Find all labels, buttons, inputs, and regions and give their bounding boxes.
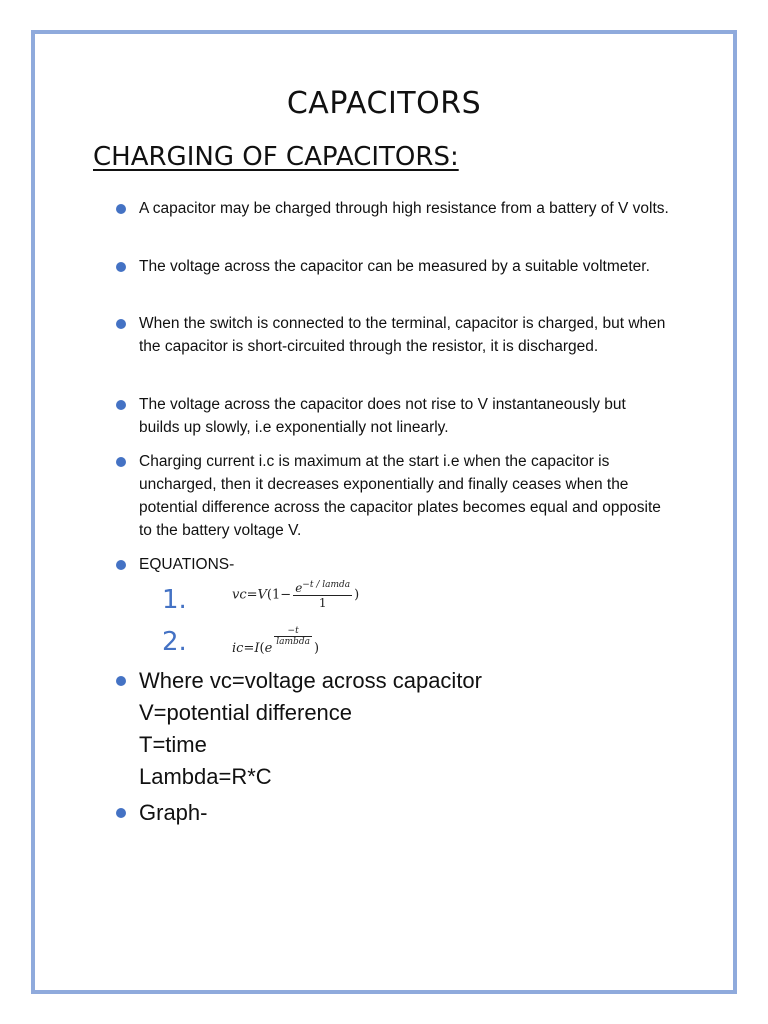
page-title: CAPACITORS [286, 86, 482, 121]
eq-lhs: ic [232, 641, 244, 656]
definitions-block [139, 665, 669, 793]
eq-denominator: 1 [318, 596, 327, 610]
eq-prefix: I [254, 641, 260, 656]
eq-lhs: vc [232, 587, 247, 603]
eq-one: 1 [272, 587, 281, 603]
equation-number: 2. [162, 627, 187, 657]
eq-exp-denominator: lambda [276, 637, 310, 647]
definition-line: Where vc=voltage across capacitor [139, 668, 482, 693]
equation-ic: ic=I(e $\frac{-t}{\text{lambda}}$ ) [232, 626, 320, 656]
bullet-item: When the switch is connected to the terminal, capacitor is charged, but when the capacitor is short-circuited through the resistor, it is discharged. [139, 312, 669, 358]
bullet-item: The voltage across the capacitor does not rise to V instantaneously but builds up slowly, i.e exponentially not linearly. [139, 393, 669, 439]
bullet-item: A capacitor may be charged through high resistance from a battery of V volts. [139, 197, 669, 220]
eq-prefix: V [257, 587, 267, 603]
definition-line: T=time [139, 732, 207, 757]
eq-base: e [264, 641, 273, 656]
definition-line: V=potential difference [139, 700, 353, 725]
eq-exp-numerator: −t [274, 626, 312, 637]
bullet-item: EQUATIONS- [139, 553, 669, 576]
equation-number: 1. [162, 585, 187, 615]
definition-line: Lambda=R*C [139, 764, 272, 789]
eq-base: e [295, 581, 303, 595]
eq-exponent: −t / lamda [302, 580, 351, 590]
section-heading: CHARGING OF CAPACITORS: [93, 142, 459, 172]
bullet-item: The voltage across the capacitor can be measured by a suitable voltmeter. [139, 255, 669, 278]
eq-minus: − [280, 587, 292, 603]
bullet-item: Charging current i.c is maximum at the start i.e when the capacitor is uncharged, then it decreases exponentially and finally ceases when the potential difference across the capacitor plates becomes equal and opposite to the battery voltage V. [139, 450, 669, 542]
equation-vc: vc=V(1− $\frac{e^{-t / lamda}}{1}$ ) [232, 580, 360, 610]
graph-label: Graph- [139, 797, 669, 829]
